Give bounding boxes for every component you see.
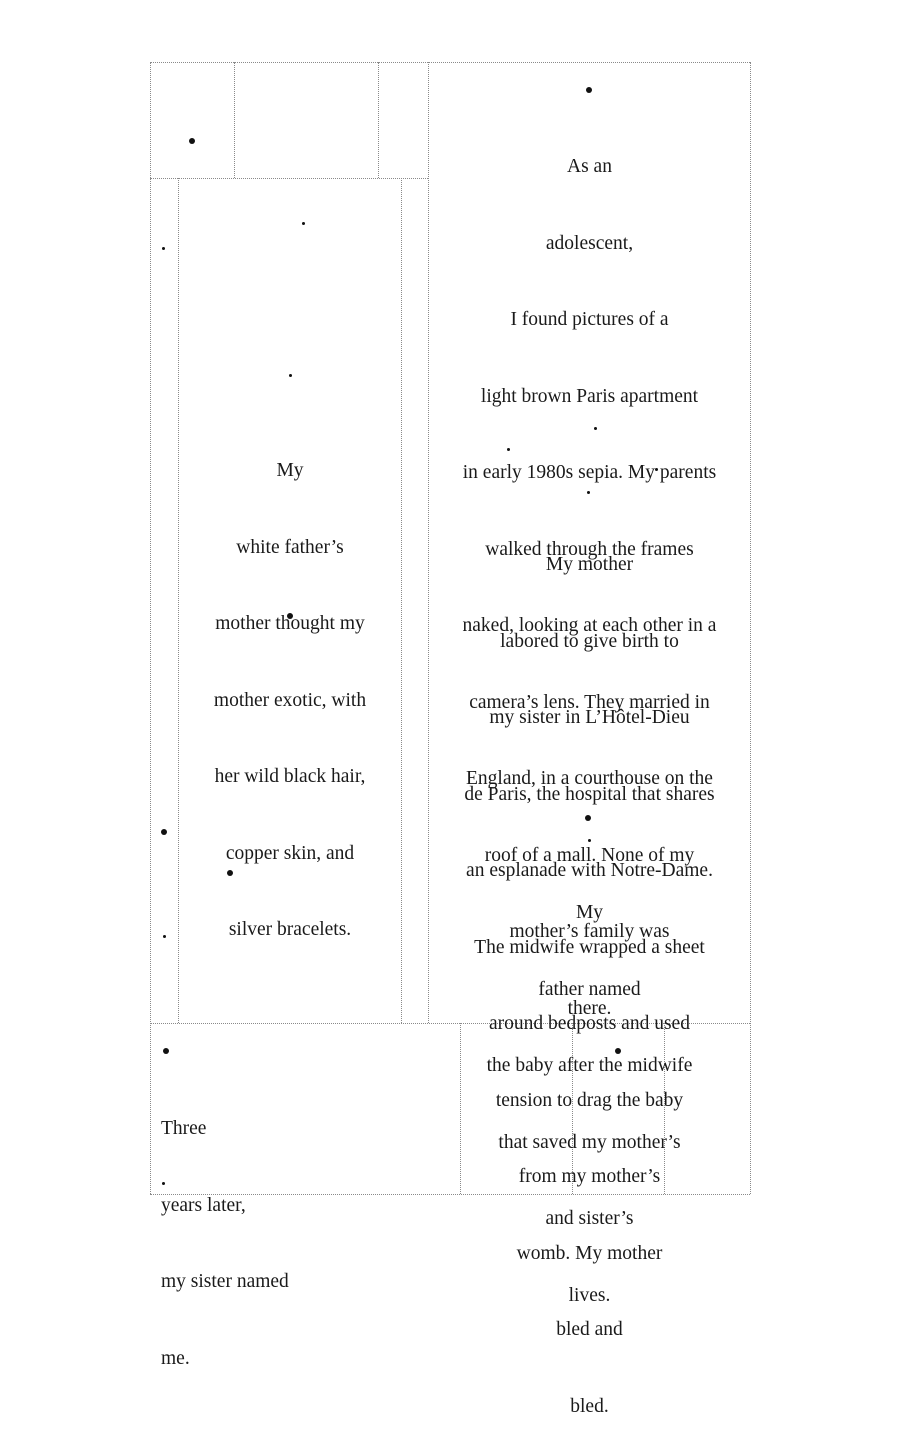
text-line: de Paris, the hospital that shares [464, 783, 715, 805]
text-line: Three [161, 1118, 207, 1139]
text-line: naked, looking at each other in a [462, 615, 717, 636]
text-line: that saved my mother’s [498, 1131, 681, 1153]
text-line: tension to drag the baby [495, 1089, 684, 1111]
text-line: bled and [556, 1319, 623, 1340]
text-line: and sister’s [545, 1208, 634, 1229]
text-line: the baby after the midwife [486, 1055, 693, 1076]
bullet-dot [586, 87, 592, 93]
period-dot [162, 247, 165, 250]
text-line: England, in a courthouse on the [466, 768, 713, 789]
text-line: lives. [568, 1284, 611, 1306]
text-line: walked through the frames [485, 538, 694, 560]
grid-line [401, 178, 402, 1023]
text-line: my sister named [161, 1271, 289, 1292]
text-line: my sister in L’Hôtel-Dieu [489, 707, 690, 728]
period-dot [302, 222, 305, 225]
text-line: in early 1980s sepia. My parents [462, 462, 717, 483]
text-line: labored to give birth to [500, 630, 679, 652]
text-line: camera’s lens. They married in [469, 691, 710, 713]
text-line: My mother [545, 554, 634, 575]
grid-line [234, 62, 235, 178]
passage-naming [430, 849, 749, 1334]
passage-three-years [161, 1065, 451, 1397]
text-line: My [276, 460, 304, 481]
text-line: copper skin, and [225, 842, 355, 864]
grid-line [750, 62, 751, 1194]
text-line: I found pictures of a [510, 309, 669, 330]
grid-line [178, 178, 179, 1023]
text-line: around bedposts and used [489, 1013, 690, 1034]
grid-line [150, 178, 428, 179]
bullet-dot [163, 1048, 169, 1054]
text-line: from my mother’s [518, 1166, 661, 1187]
grid-line [378, 62, 379, 178]
grid-line [150, 62, 151, 1194]
text-line: My [575, 902, 604, 923]
text-line: her wild black hair, [214, 766, 366, 787]
bullet-dot [161, 829, 167, 835]
text-line: bled. [570, 1395, 609, 1417]
text-line: an esplanade with Notre-Dame. [466, 860, 713, 881]
passage-grandmother [180, 407, 400, 968]
text-line: adolescent, [545, 232, 634, 254]
period-dot [163, 935, 166, 938]
text-line: white father’s [236, 536, 344, 558]
grid-line [428, 62, 429, 1023]
grid-line [150, 62, 750, 63]
text-line: years later, [161, 1194, 246, 1216]
period-dot [289, 374, 292, 377]
text-line: The midwife wrapped a sheet [474, 936, 705, 958]
bullet-dot [189, 138, 195, 144]
text-line: mother thought my [215, 613, 365, 634]
text-line: there. [567, 997, 612, 1019]
text-line: mother exotic, with [213, 689, 367, 711]
text-line: roof of a mall. None of my [484, 844, 695, 866]
text-line: me. [161, 1347, 190, 1369]
text-line: mother’s family was [509, 921, 670, 942]
text-line: light brown Paris apartment [480, 385, 699, 407]
text-line: father named [538, 978, 641, 1000]
text-line: womb. My mother [516, 1242, 663, 1264]
text-line: As an [567, 156, 612, 177]
text-line: silver bracelets. [228, 919, 352, 940]
